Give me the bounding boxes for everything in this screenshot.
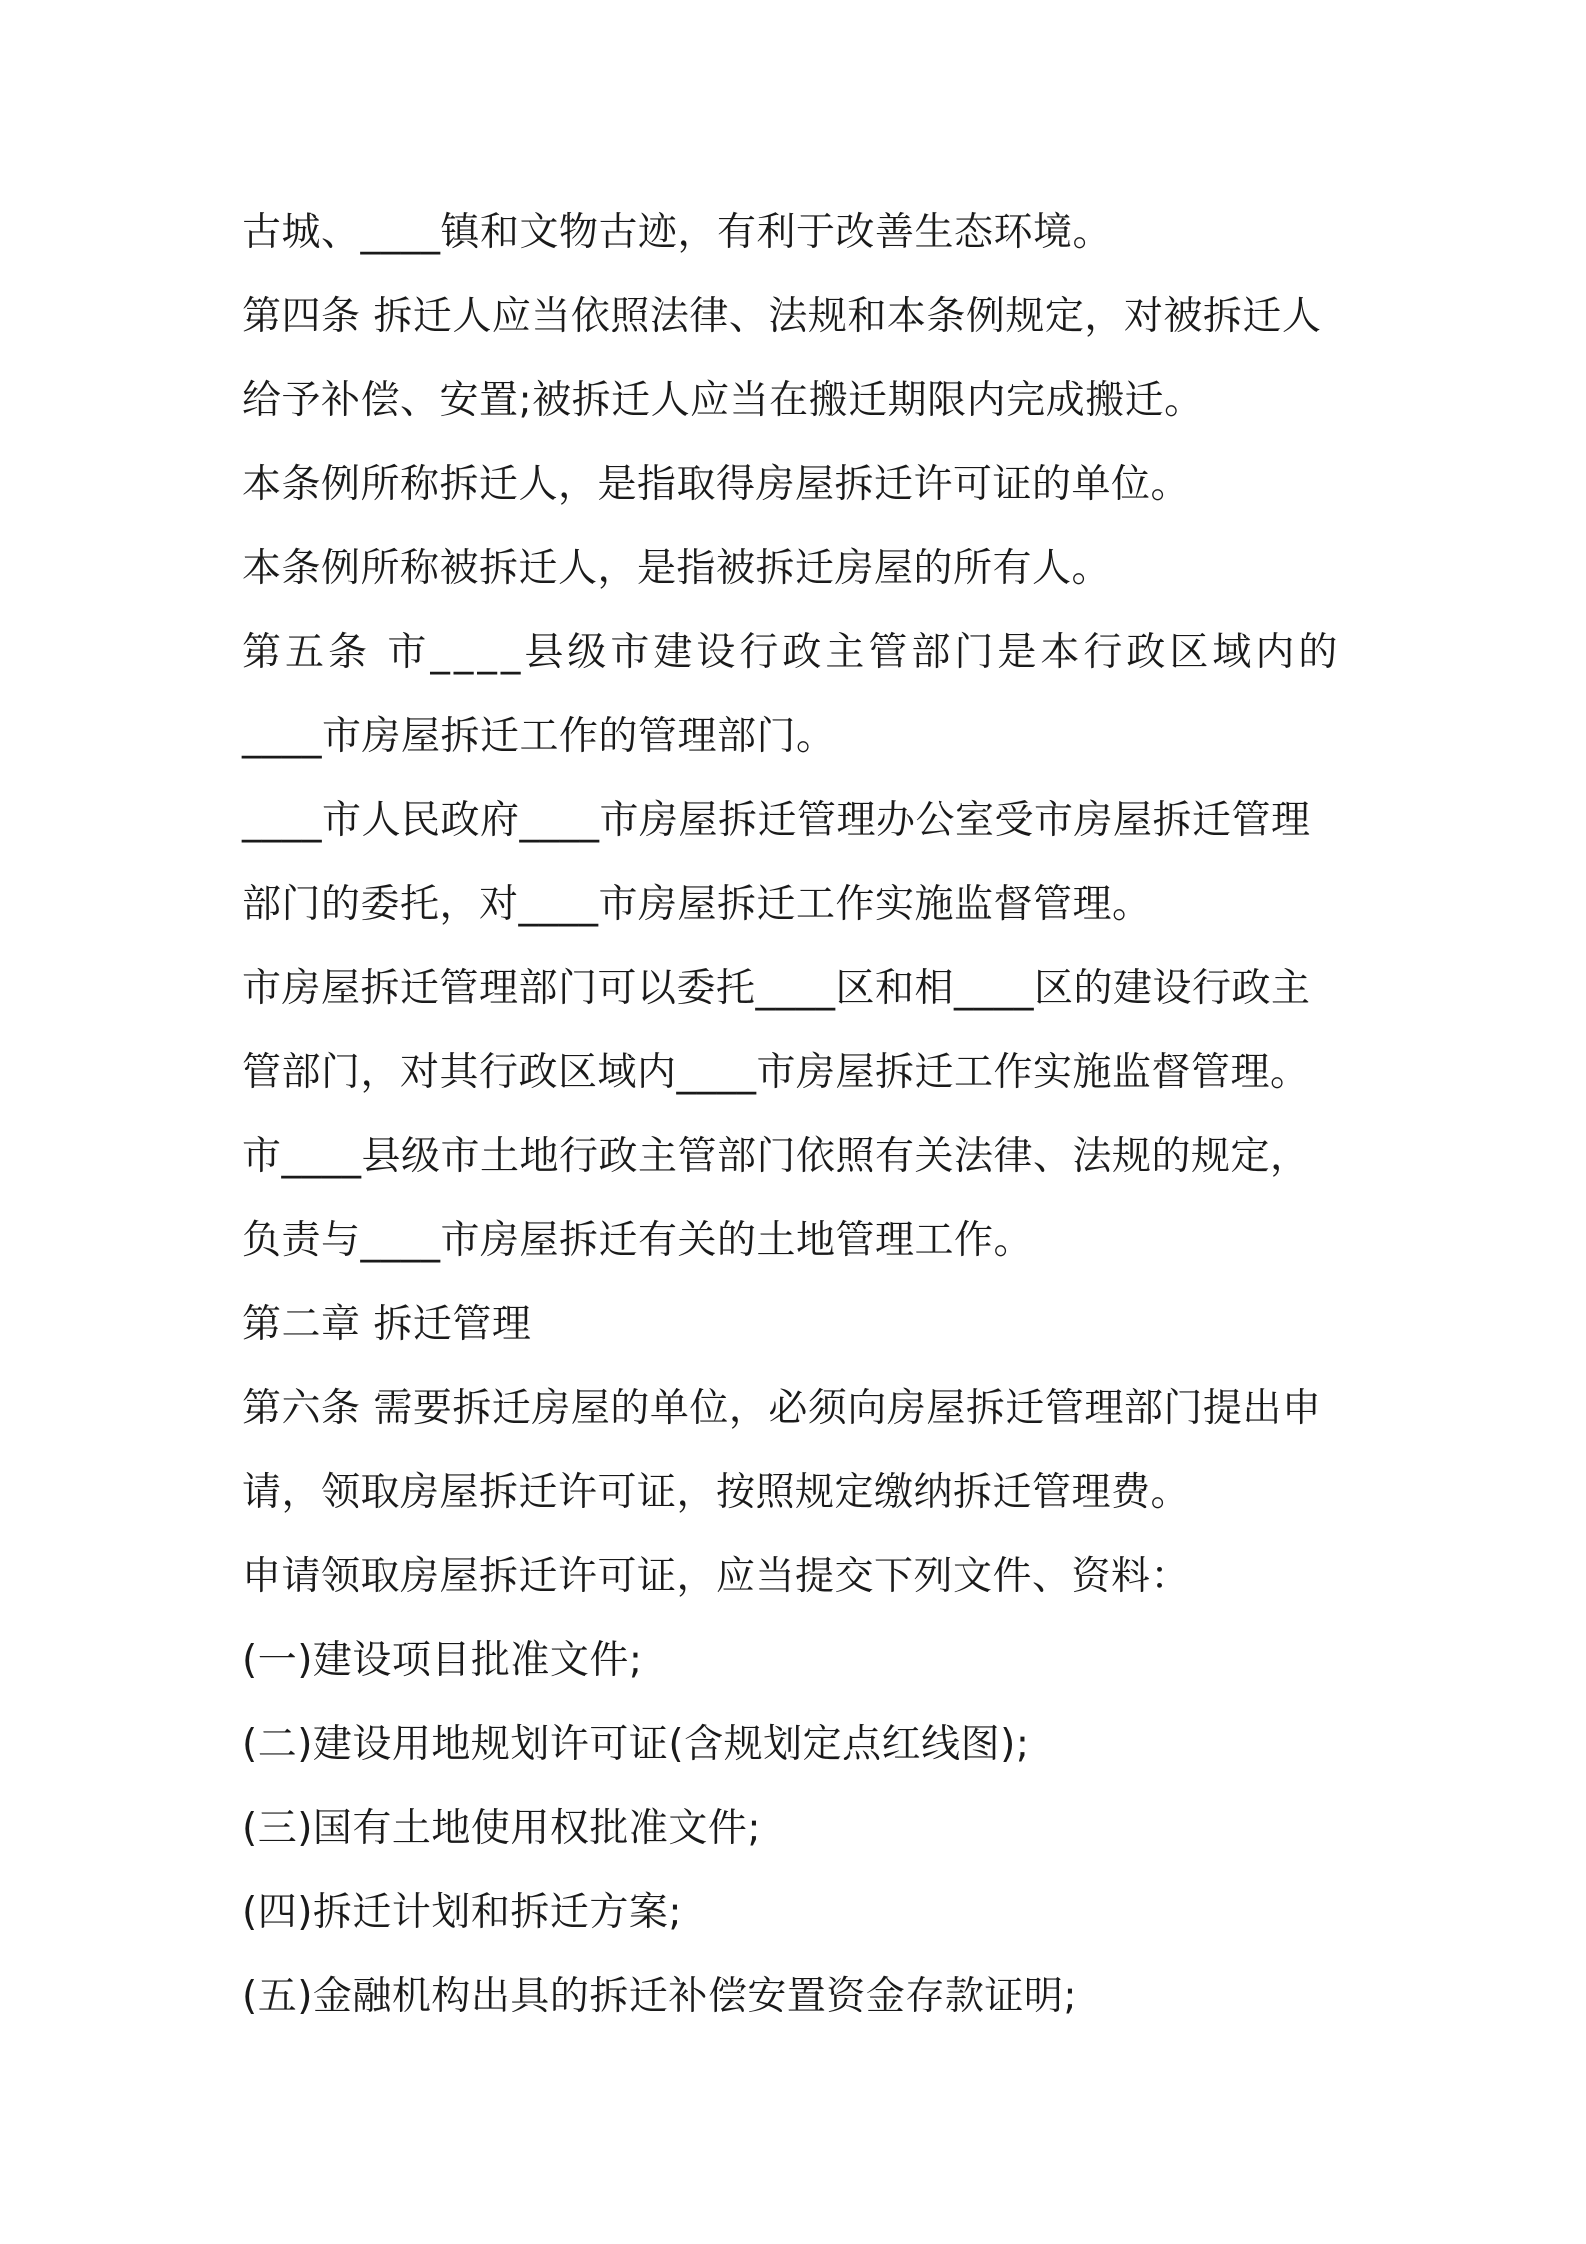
list-item: (一)建设项目批准文件; — [242, 1638, 643, 1683]
list-item: (二)建设用地规划许可证(含规划定点红线图); — [242, 1722, 1030, 1767]
list-item: (五)金融机构出具的拆迁补偿安置资金存款证明; — [242, 1974, 1078, 2019]
text-line: 第五条 市____县级市建设行政主管部门是本行政区域内的 — [242, 630, 1342, 675]
text-line: 第四条 拆迁人应当依照法律、法规和本条例规定，对被拆迁人 — [242, 294, 1322, 339]
text-line: 部门的委托，对____市房屋拆迁工作实施监督管理。 — [242, 882, 1152, 927]
list-item: (三)国有土地使用权批准文件; — [242, 1806, 762, 1851]
text-line: ____市房屋拆迁工作的管理部门。 — [242, 714, 836, 759]
document-body — [242, 191, 1362, 2039]
chapter-heading: 第二章 拆迁管理 — [242, 1302, 532, 1347]
text-line: 本条例所称拆迁人，是指取得房屋拆迁许可证的单位。 — [242, 462, 1191, 507]
text-line: 市房屋拆迁管理部门可以委托____区和相____区的建设行政主 — [242, 966, 1311, 1011]
text-line: 市____县级市土地行政主管部门依照有关法律、法规的规定， — [242, 1134, 1310, 1179]
text-line: 负责与____市房屋拆迁有关的土地管理工作。 — [242, 1218, 1034, 1263]
text-line: 请，领取房屋拆迁许可证，按照规定缴纳拆迁管理费。 — [242, 1470, 1191, 1515]
text-line: 给予补偿、安置;被拆迁人应当在搬迁期限内完成搬迁。 — [242, 378, 1204, 423]
list-item: (四)拆迁计划和拆迁方案; — [242, 1890, 683, 1935]
text-line: 第六条 需要拆迁房屋的单位，必须向房屋拆迁管理部门提出申 — [242, 1386, 1322, 1431]
text-line: 本条例所称被拆迁人，是指被拆迁房屋的所有人。 — [242, 546, 1112, 591]
text-line: ____市人民政府____市房屋拆迁管理办公室受市房屋拆迁管理 — [242, 798, 1311, 843]
text-line: 管部门，对其行政区域内____市房屋拆迁工作实施监督管理。 — [242, 1050, 1310, 1095]
text-line: 申请领取房屋拆迁许可证，应当提交下列文件、资料： — [242, 1554, 1191, 1599]
text-line: 古城、____镇和文物古迹，有利于改善生态环境。 — [242, 210, 1113, 255]
